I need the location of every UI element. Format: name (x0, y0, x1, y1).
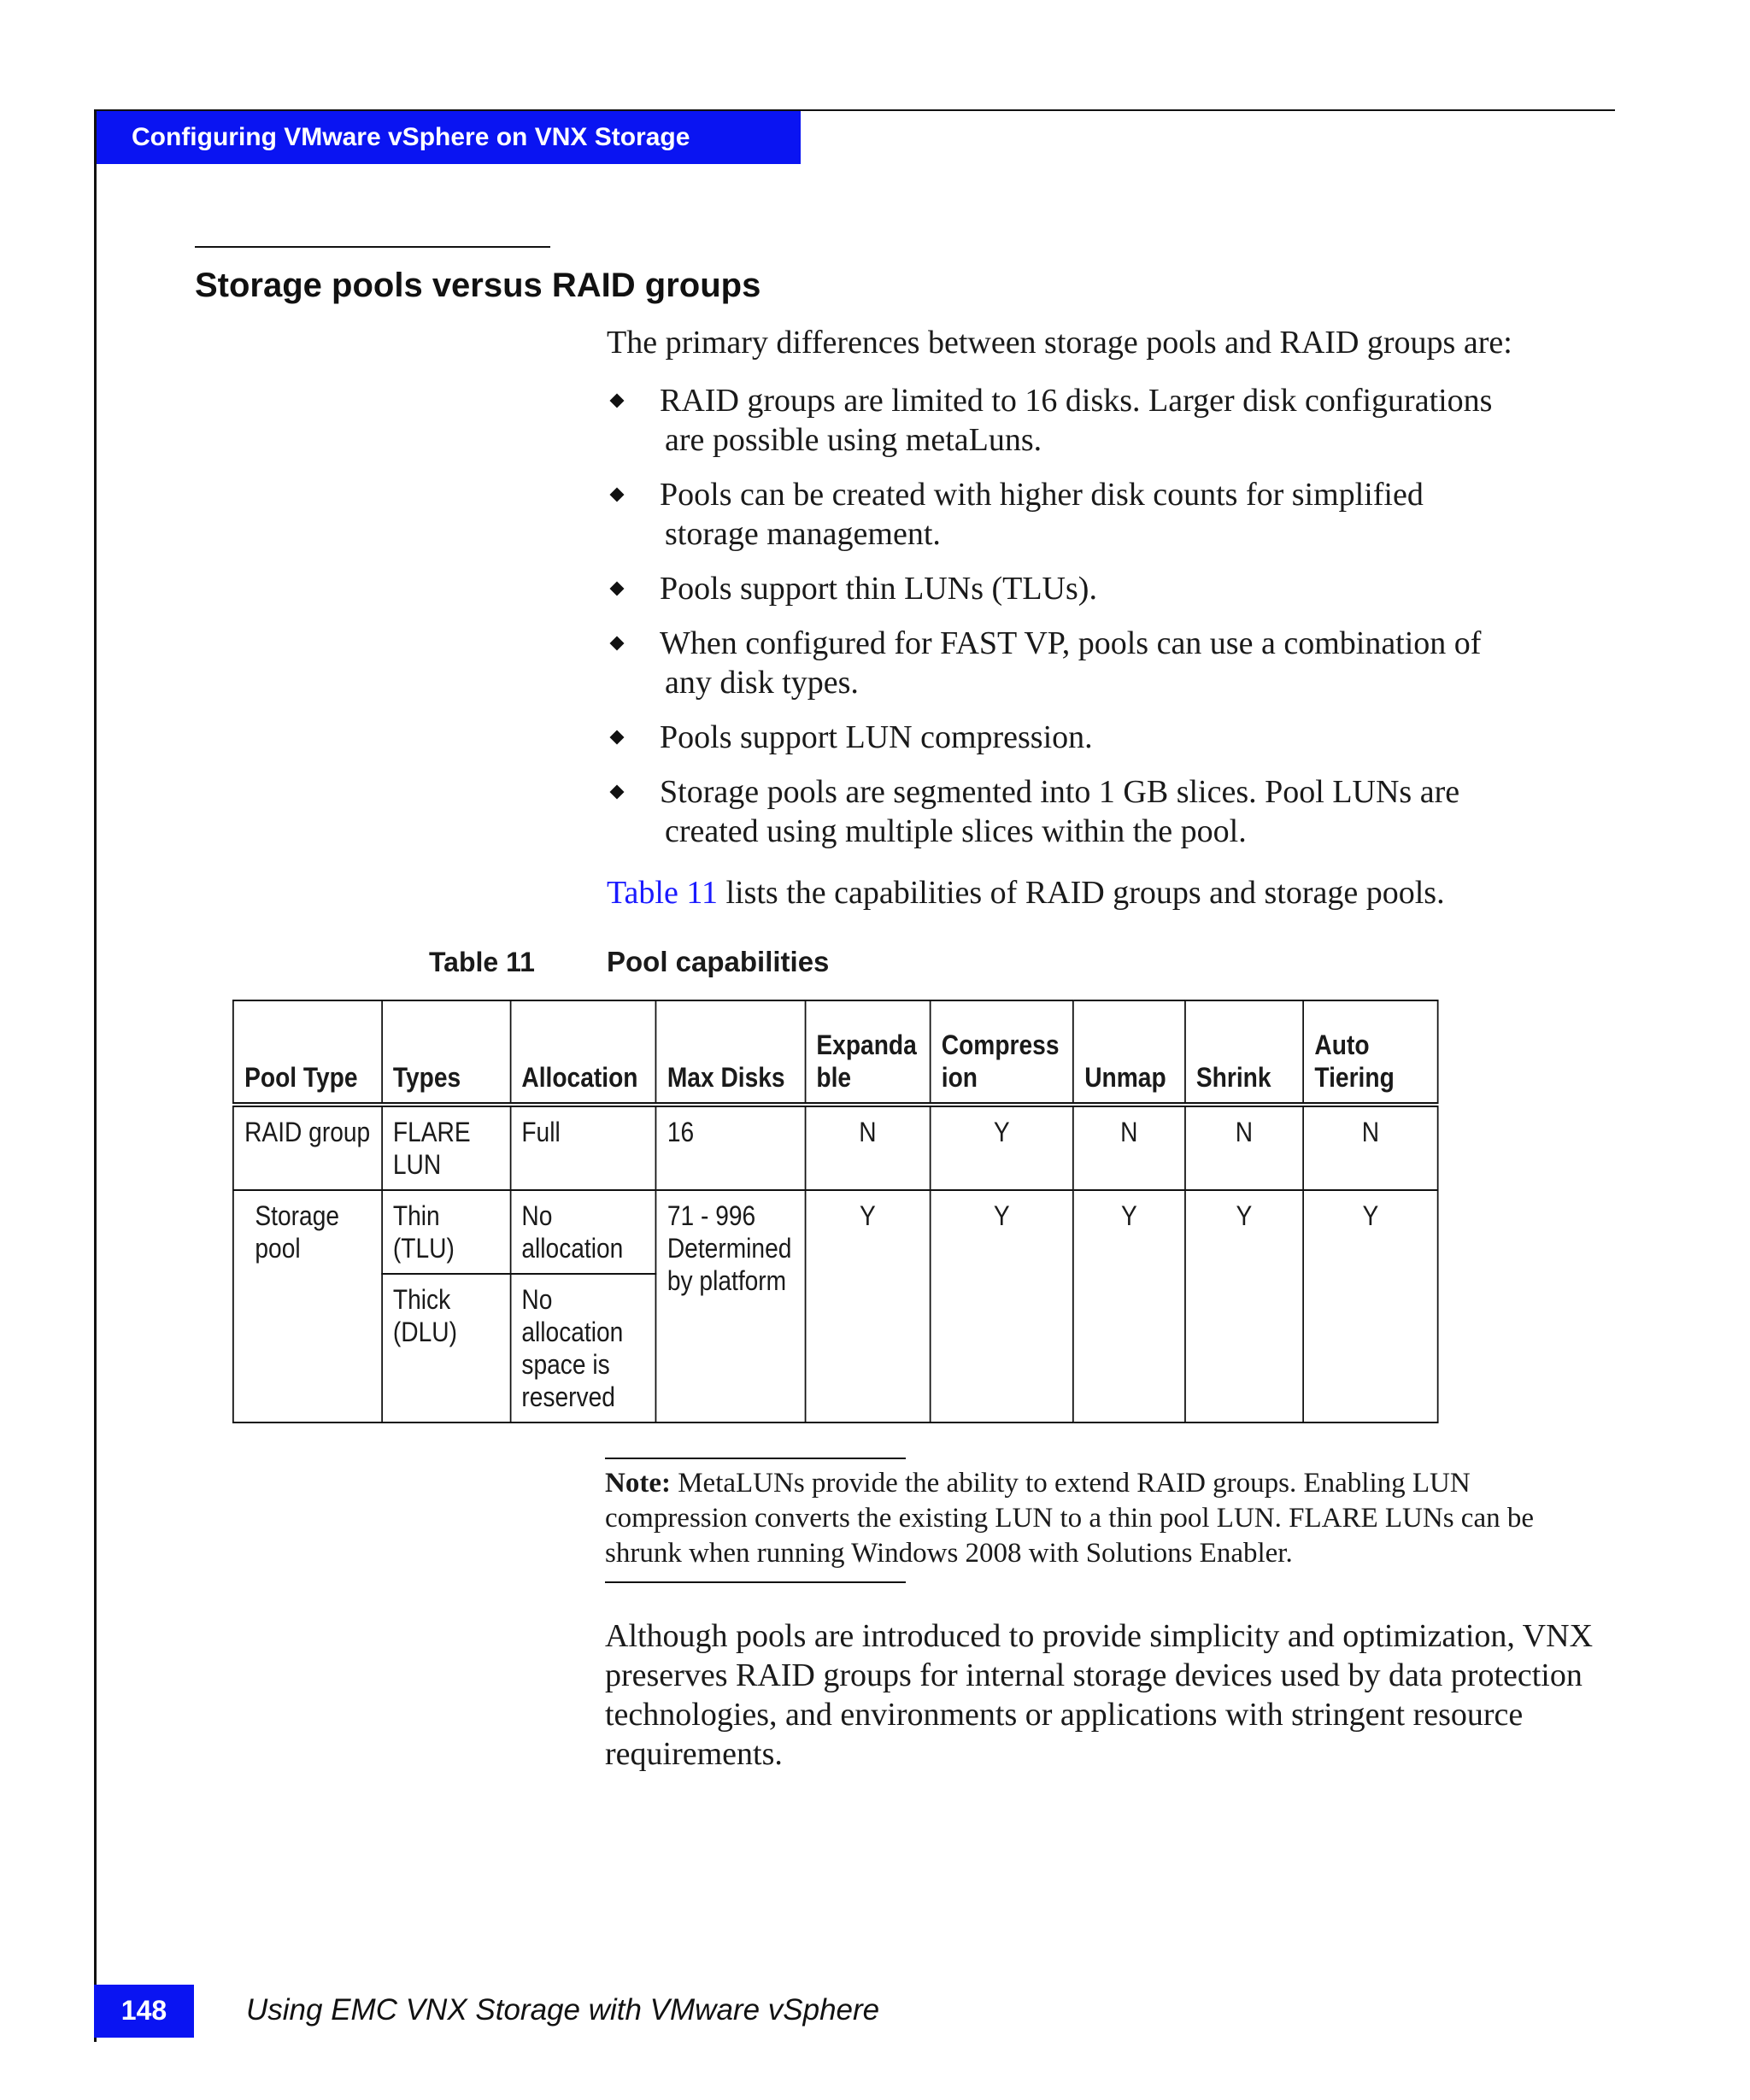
cell-allocation-line1: No (521, 1200, 553, 1231)
header-pool-type: Pool Type (233, 1000, 382, 1105)
table-reference-text: lists the capabilities of RAID groups and storage pools. (717, 875, 1445, 911)
cell-unmap: N (1073, 1105, 1185, 1190)
cell-allocation (510, 1190, 655, 1274)
chapter-title: Configuring VMware vSphere on VNX Storage (132, 123, 690, 151)
cell-max-disks-line3: by platform (667, 1265, 787, 1296)
section-heading: Storage pools versus RAID groups (195, 267, 761, 304)
pool-capabilities-table (232, 1000, 1439, 1423)
table-label: Table 11 (429, 947, 535, 977)
header-unmap: Unmap (1073, 1000, 1185, 1105)
table-row (233, 1190, 1438, 1274)
cell-shrink: Y (1185, 1190, 1304, 1422)
cell-allocation (510, 1274, 655, 1422)
cell-unmap: Y (1073, 1190, 1185, 1422)
table-row (233, 1105, 1438, 1190)
cell-allocation: Full (510, 1105, 655, 1190)
list-item (607, 772, 1615, 851)
cell-types: FLARE LUN (382, 1105, 510, 1190)
cell-shrink: N (1185, 1105, 1304, 1190)
cell-max-disks (656, 1190, 806, 1422)
cell-types: Thick (DLU) (382, 1274, 510, 1422)
cell-allocation-line4: reserved (521, 1381, 615, 1412)
list-item-text-continued: storage management. (665, 516, 941, 552)
section-heading-rule (195, 246, 550, 248)
cell-compression: Y (931, 1105, 1073, 1190)
cell-expandable: Y (805, 1190, 930, 1422)
header-max-disks: Max Disks (656, 1000, 806, 1105)
page-number: 148 (120, 1995, 167, 2026)
diamond-bullet-icon (610, 488, 625, 502)
list-item-text: Storage pools are segmented into 1 GB slices. Pool LUNs are (660, 774, 1460, 810)
diamond-bullet-icon (610, 394, 625, 408)
table-title: Pool capabilities (607, 946, 830, 977)
cell-pool-type: RAID group (233, 1105, 382, 1190)
list-item (607, 624, 1615, 702)
header-compression (931, 1000, 1073, 1105)
list-item-text-continued: are possible using metaLuns. (665, 422, 1042, 458)
header-expandable-line1: Expanda (816, 1029, 917, 1060)
note-rule-bottom (605, 1581, 906, 1583)
cell-pool-type: Storage pool (233, 1190, 382, 1422)
header-expandable (805, 1000, 930, 1105)
list-item-text: Pools support thin LUNs (TLUs). (660, 571, 1097, 607)
list-item (607, 569, 1615, 608)
cell-compression: Y (931, 1190, 1073, 1422)
closing-paragraph: Although pools are introduced to provide simplicity and optimization, VNX preserves RAID groups for internal storage devices used by data protection technologies, and environments or applications with stringent resource requirements. (605, 1618, 1594, 1772)
note-paragraph (605, 1466, 1613, 1571)
list-item (607, 718, 1615, 757)
list-item-text-continued: any disk types. (665, 665, 859, 701)
note-label: Note: (605, 1468, 671, 1499)
note-text: MetaLUNs provide the ability to extend RAID groups. Enabling LUN compression converts the existing LUN to a thin pool LUN. FLARE LUNs can be shrunk when running Windows 2008 with Solutions Enabler. (605, 1468, 1534, 1569)
cell-auto-tiering: Y (1303, 1190, 1437, 1422)
diamond-bullet-icon (610, 636, 625, 651)
table-reference-paragraph (607, 873, 1615, 912)
header-compression-line2: ion (941, 1062, 978, 1093)
header-types: Types (382, 1000, 510, 1105)
list-item-text-continued: created using multiple slices within the pool. (665, 813, 1247, 849)
header-shrink: Shrink (1185, 1000, 1304, 1105)
cell-max-disks-line2: Determined (667, 1233, 792, 1264)
difference-list (607, 381, 1615, 866)
cell-allocation-line1: No (521, 1284, 553, 1315)
header-expandable-line2: ble (816, 1062, 852, 1093)
header-compression-line1: Compress (941, 1029, 1060, 1060)
table-header-row (233, 1000, 1438, 1105)
cell-allocation-line3: space is (521, 1349, 610, 1380)
list-item-text: When configured for FAST VP, pools can use a combination of (660, 625, 1482, 661)
diamond-bullet-icon (610, 582, 625, 596)
cell-types: Thin (TLU) (382, 1190, 510, 1274)
list-item (607, 475, 1615, 554)
list-item-text: Pools support LUN compression. (660, 719, 1093, 755)
header-allocation: Allocation (510, 1000, 655, 1105)
list-item-text: RAID groups are limited to 16 disks. Larger disk configurations (660, 383, 1493, 419)
note-rule-top (605, 1458, 906, 1459)
footer-book-title: Using EMC VNX Storage with VMware vSphere (246, 1993, 880, 2027)
cell-max-disks-line1: 71 - 996 (667, 1200, 756, 1231)
diamond-bullet-icon (610, 730, 625, 745)
cell-allocation-line2: allocation (521, 1317, 624, 1347)
diamond-bullet-icon (610, 785, 625, 800)
left-margin-rule (94, 111, 97, 2042)
header-auto-tiering: Auto Tiering (1303, 1000, 1437, 1105)
list-item (607, 381, 1615, 460)
intro-paragraph: The primary differences between storage pools and RAID groups are: (607, 325, 1512, 361)
cell-allocation-line2: allocation (521, 1233, 624, 1264)
table-11-link[interactable]: Table 11 (607, 875, 718, 911)
cell-expandable: N (805, 1105, 930, 1190)
cell-auto-tiering: N (1303, 1105, 1437, 1190)
cell-max-disks: 16 (656, 1105, 806, 1190)
list-item-text: Pools can be created with higher disk counts for simplified (660, 477, 1424, 513)
